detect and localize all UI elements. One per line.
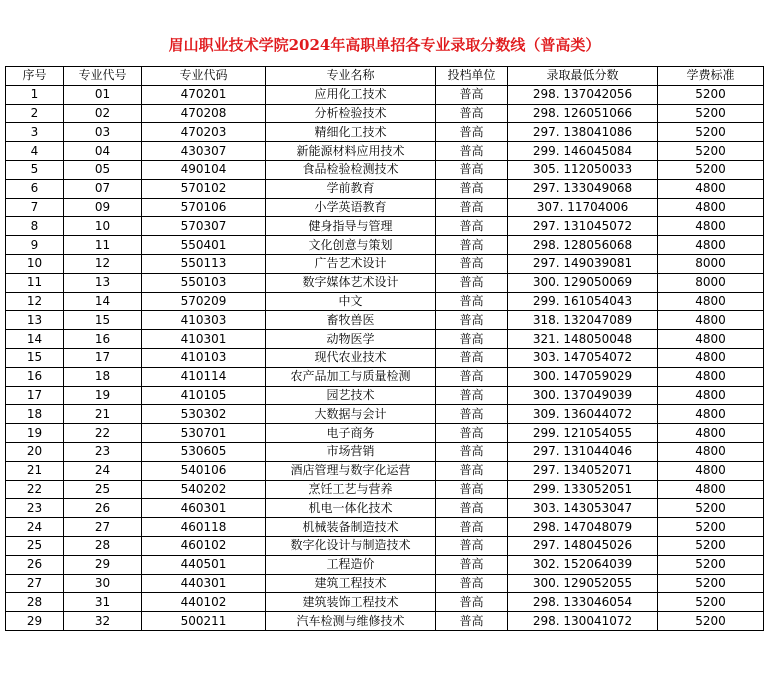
min-score-cell: 299. 121054055 <box>508 424 658 443</box>
major-number-cell: 11 <box>64 236 142 255</box>
major-code-cell: 410105 <box>142 386 266 405</box>
tuition-cell: 5200 <box>658 574 764 593</box>
major-number-cell: 09 <box>64 198 142 217</box>
index-cell: 18 <box>6 405 64 424</box>
major-code-cell: 530701 <box>142 424 266 443</box>
major-name-cell: 文化创意与策划 <box>266 236 436 255</box>
major-name-cell: 数字媒体艺术设计 <box>266 273 436 292</box>
admission-unit-cell: 普高 <box>436 254 508 273</box>
major-code-cell: 430307 <box>142 142 266 161</box>
admission-unit-cell: 普高 <box>436 442 508 461</box>
admission-unit-cell: 普高 <box>436 480 508 499</box>
major-code-cell: 570307 <box>142 217 266 236</box>
major-number-cell: 29 <box>64 555 142 574</box>
major-code-cell: 470201 <box>142 85 266 104</box>
major-code-cell: 410103 <box>142 348 266 367</box>
tuition-cell: 5200 <box>658 160 764 179</box>
major-number-cell: 12 <box>64 254 142 273</box>
tuition-cell: 4800 <box>658 217 764 236</box>
major-name-cell: 工程造价 <box>266 555 436 574</box>
admission-unit-cell: 普高 <box>436 198 508 217</box>
major-name-cell: 建筑工程技术 <box>266 574 436 593</box>
table-row <box>6 405 764 424</box>
major-number-cell: 27 <box>64 518 142 537</box>
min-score-cell: 307. 11704006 <box>508 198 658 217</box>
index-cell: 7 <box>6 198 64 217</box>
tuition-cell: 4800 <box>658 386 764 405</box>
admission-unit-cell: 普高 <box>436 330 508 349</box>
major-code-cell: 470203 <box>142 123 266 142</box>
admission-unit-cell: 普高 <box>436 555 508 574</box>
table-row <box>6 593 764 612</box>
major-number-cell: 18 <box>64 367 142 386</box>
index-cell: 19 <box>6 424 64 443</box>
major-code-cell: 530605 <box>142 442 266 461</box>
header-major-number: 专业代号 <box>64 67 142 86</box>
admission-unit-cell: 普高 <box>436 461 508 480</box>
index-cell: 25 <box>6 536 64 555</box>
major-name-cell: 农产品加工与质量检测 <box>266 367 436 386</box>
min-score-cell: 297. 138041086 <box>508 123 658 142</box>
min-score-cell: 297. 131044046 <box>508 442 658 461</box>
min-score-cell: 299. 146045084 <box>508 142 658 161</box>
table-row <box>6 292 764 311</box>
tuition-cell: 4800 <box>658 405 764 424</box>
major-name-cell: 大数据与会计 <box>266 405 436 424</box>
major-name-cell: 学前教育 <box>266 179 436 198</box>
index-cell: 22 <box>6 480 64 499</box>
table-row <box>6 123 764 142</box>
major-name-cell: 市场营销 <box>266 442 436 461</box>
major-number-cell: 15 <box>64 311 142 330</box>
table-row <box>6 198 764 217</box>
major-number-cell: 24 <box>64 461 142 480</box>
admission-unit-cell: 普高 <box>436 292 508 311</box>
major-number-cell: 25 <box>64 480 142 499</box>
major-name-cell: 分析检验技术 <box>266 104 436 123</box>
table-row <box>6 461 764 480</box>
admission-score-table <box>5 66 764 631</box>
index-cell: 1 <box>6 85 64 104</box>
table-row <box>6 330 764 349</box>
table-row <box>6 254 764 273</box>
index-cell: 10 <box>6 254 64 273</box>
table-row <box>6 424 764 443</box>
major-name-cell: 新能源材料应用技术 <box>266 142 436 161</box>
index-cell: 26 <box>6 555 64 574</box>
min-score-cell: 298. 130041072 <box>508 612 658 631</box>
header-major-name: 专业名称 <box>266 67 436 86</box>
min-score-cell: 298. 133046054 <box>508 593 658 612</box>
major-name-cell: 汽车检测与维修技术 <box>266 612 436 631</box>
tuition-cell: 5200 <box>658 85 764 104</box>
header-tuition: 学费标准 <box>658 67 764 86</box>
table-row <box>6 518 764 537</box>
index-cell: 12 <box>6 292 64 311</box>
index-cell: 3 <box>6 123 64 142</box>
major-name-cell: 机电一体化技术 <box>266 499 436 518</box>
major-code-cell: 570102 <box>142 179 266 198</box>
tuition-cell: 4800 <box>658 461 764 480</box>
tuition-cell: 5200 <box>658 142 764 161</box>
major-name-cell: 机械装备制造技术 <box>266 518 436 537</box>
major-code-cell: 460102 <box>142 536 266 555</box>
admission-unit-cell: 普高 <box>436 179 508 198</box>
min-score-cell: 297. 133049068 <box>508 179 658 198</box>
major-name-cell: 建筑装饰工程技术 <box>266 593 436 612</box>
major-name-cell: 健身指导与管理 <box>266 217 436 236</box>
major-name-cell: 现代农业技术 <box>266 348 436 367</box>
tuition-cell: 4800 <box>658 311 764 330</box>
table-row <box>6 367 764 386</box>
admission-unit-cell: 普高 <box>436 574 508 593</box>
table-row <box>6 160 764 179</box>
major-number-cell: 13 <box>64 273 142 292</box>
major-number-cell: 10 <box>64 217 142 236</box>
min-score-cell: 305. 112050033 <box>508 160 658 179</box>
table-row <box>6 555 764 574</box>
admission-unit-cell: 普高 <box>436 367 508 386</box>
tuition-cell: 4800 <box>658 367 764 386</box>
table-header-row <box>6 67 764 86</box>
major-code-cell: 570106 <box>142 198 266 217</box>
major-name-cell: 动物医学 <box>266 330 436 349</box>
min-score-cell: 300. 129052055 <box>508 574 658 593</box>
header-admission-unit: 投档单位 <box>436 67 508 86</box>
min-score-cell: 299. 133052051 <box>508 480 658 499</box>
table-row <box>6 179 764 198</box>
major-code-cell: 550113 <box>142 254 266 273</box>
major-name-cell: 数字化设计与制造技术 <box>266 536 436 555</box>
major-code-cell: 470208 <box>142 104 266 123</box>
min-score-cell: 309. 136044072 <box>508 405 658 424</box>
min-score-cell: 298. 126051066 <box>508 104 658 123</box>
tuition-cell: 5200 <box>658 499 764 518</box>
table-row <box>6 85 764 104</box>
table-row <box>6 574 764 593</box>
min-score-cell: 300. 137049039 <box>508 386 658 405</box>
major-name-cell: 电子商务 <box>266 424 436 443</box>
table-row <box>6 311 764 330</box>
index-cell: 23 <box>6 499 64 518</box>
major-code-cell: 550401 <box>142 236 266 255</box>
index-cell: 17 <box>6 386 64 405</box>
major-number-cell: 14 <box>64 292 142 311</box>
major-name-cell: 烹饪工艺与营养 <box>266 480 436 499</box>
table-row <box>6 442 764 461</box>
index-cell: 16 <box>6 367 64 386</box>
page-title: 眉山职业技术学院2024年高职单招各专业录取分数线（普高类） <box>168 36 601 54</box>
tuition-cell: 4800 <box>658 330 764 349</box>
index-cell: 29 <box>6 612 64 631</box>
major-code-cell: 440102 <box>142 593 266 612</box>
major-code-cell: 410303 <box>142 311 266 330</box>
admission-unit-cell: 普高 <box>436 123 508 142</box>
major-number-cell: 32 <box>64 612 142 631</box>
admission-unit-cell: 普高 <box>436 160 508 179</box>
major-code-cell: 460301 <box>142 499 266 518</box>
admission-unit-cell: 普高 <box>436 424 508 443</box>
table-row <box>6 536 764 555</box>
major-code-cell: 440501 <box>142 555 266 574</box>
index-cell: 21 <box>6 461 64 480</box>
table-row <box>6 480 764 499</box>
admission-unit-cell: 普高 <box>436 104 508 123</box>
min-score-cell: 297. 148045026 <box>508 536 658 555</box>
min-score-cell: 299. 161054043 <box>508 292 658 311</box>
tuition-cell: 4800 <box>658 348 764 367</box>
header-min-score: 录取最低分数 <box>508 67 658 86</box>
min-score-cell: 298. 137042056 <box>508 85 658 104</box>
major-number-cell: 01 <box>64 85 142 104</box>
admission-unit-cell: 普高 <box>436 142 508 161</box>
tuition-cell: 8000 <box>658 273 764 292</box>
min-score-cell: 303. 147054072 <box>508 348 658 367</box>
min-score-cell: 297. 149039081 <box>508 254 658 273</box>
index-cell: 11 <box>6 273 64 292</box>
table-row <box>6 499 764 518</box>
admission-unit-cell: 普高 <box>436 405 508 424</box>
major-code-cell: 540106 <box>142 461 266 480</box>
index-cell: 13 <box>6 311 64 330</box>
major-code-cell: 550103 <box>142 273 266 292</box>
major-name-cell: 畜牧兽医 <box>266 311 436 330</box>
tuition-cell: 5200 <box>658 612 764 631</box>
major-number-cell: 31 <box>64 593 142 612</box>
tuition-cell: 5200 <box>658 536 764 555</box>
tuition-cell: 4800 <box>658 236 764 255</box>
admission-unit-cell: 普高 <box>436 612 508 631</box>
index-cell: 8 <box>6 217 64 236</box>
table-row <box>6 142 764 161</box>
major-number-cell: 28 <box>64 536 142 555</box>
min-score-cell: 321. 148050048 <box>508 330 658 349</box>
admission-unit-cell: 普高 <box>436 536 508 555</box>
min-score-cell: 302. 152064039 <box>508 555 658 574</box>
tuition-cell: 5200 <box>658 593 764 612</box>
admission-unit-cell: 普高 <box>436 593 508 612</box>
major-name-cell: 园艺技术 <box>266 386 436 405</box>
table-body <box>6 85 764 630</box>
index-cell: 24 <box>6 518 64 537</box>
major-code-cell: 500211 <box>142 612 266 631</box>
admission-unit-cell: 普高 <box>436 499 508 518</box>
index-cell: 28 <box>6 593 64 612</box>
admission-unit-cell: 普高 <box>436 348 508 367</box>
major-number-cell: 07 <box>64 179 142 198</box>
major-name-cell: 应用化工技术 <box>266 85 436 104</box>
tuition-cell: 8000 <box>658 254 764 273</box>
major-number-cell: 17 <box>64 348 142 367</box>
major-number-cell: 04 <box>64 142 142 161</box>
admission-unit-cell: 普高 <box>436 273 508 292</box>
admission-unit-cell: 普高 <box>436 85 508 104</box>
index-cell: 15 <box>6 348 64 367</box>
admission-unit-cell: 普高 <box>436 217 508 236</box>
major-name-cell: 中文 <box>266 292 436 311</box>
tuition-cell: 4800 <box>658 292 764 311</box>
index-cell: 6 <box>6 179 64 198</box>
major-number-cell: 21 <box>64 405 142 424</box>
major-number-cell: 19 <box>64 386 142 405</box>
index-cell: 27 <box>6 574 64 593</box>
major-code-cell: 530302 <box>142 405 266 424</box>
index-cell: 4 <box>6 142 64 161</box>
major-name-cell: 精细化工技术 <box>266 123 436 142</box>
min-score-cell: 318. 132047089 <box>508 311 658 330</box>
index-cell: 9 <box>6 236 64 255</box>
major-number-cell: 02 <box>64 104 142 123</box>
major-number-cell: 16 <box>64 330 142 349</box>
min-score-cell: 298. 128056068 <box>508 236 658 255</box>
min-score-cell: 297. 131045072 <box>508 217 658 236</box>
major-name-cell: 广告艺术设计 <box>266 254 436 273</box>
major-name-cell: 食品检验检测技术 <box>266 160 436 179</box>
table-row <box>6 348 764 367</box>
major-code-cell: 440301 <box>142 574 266 593</box>
major-code-cell: 410301 <box>142 330 266 349</box>
index-cell: 5 <box>6 160 64 179</box>
major-code-cell: 540202 <box>142 480 266 499</box>
table-row <box>6 386 764 405</box>
min-score-cell: 303. 143053047 <box>508 499 658 518</box>
major-number-cell: 23 <box>64 442 142 461</box>
tuition-cell: 4800 <box>658 442 764 461</box>
admission-unit-cell: 普高 <box>436 311 508 330</box>
index-cell: 20 <box>6 442 64 461</box>
tuition-cell: 4800 <box>658 424 764 443</box>
tuition-cell: 5200 <box>658 518 764 537</box>
admission-unit-cell: 普高 <box>436 386 508 405</box>
major-number-cell: 30 <box>64 574 142 593</box>
min-score-cell: 297. 134052071 <box>508 461 658 480</box>
tuition-cell: 5200 <box>658 123 764 142</box>
major-number-cell: 05 <box>64 160 142 179</box>
min-score-cell: 298. 147048079 <box>508 518 658 537</box>
tuition-cell: 4800 <box>658 480 764 499</box>
index-cell: 14 <box>6 330 64 349</box>
major-code-cell: 410114 <box>142 367 266 386</box>
header-major-code: 专业代码 <box>142 67 266 86</box>
table-row <box>6 217 764 236</box>
major-code-cell: 570209 <box>142 292 266 311</box>
table-row <box>6 273 764 292</box>
header-index: 序号 <box>6 67 64 86</box>
table-row <box>6 612 764 631</box>
major-number-cell: 26 <box>64 499 142 518</box>
major-number-cell: 22 <box>64 424 142 443</box>
tuition-cell: 4800 <box>658 179 764 198</box>
table-row <box>6 104 764 123</box>
tuition-cell: 5200 <box>658 555 764 574</box>
min-score-cell: 300. 129050069 <box>508 273 658 292</box>
index-cell: 2 <box>6 104 64 123</box>
tuition-cell: 4800 <box>658 198 764 217</box>
tuition-cell: 5200 <box>658 104 764 123</box>
admission-unit-cell: 普高 <box>436 518 508 537</box>
major-code-cell: 460118 <box>142 518 266 537</box>
major-number-cell: 03 <box>64 123 142 142</box>
min-score-cell: 300. 147059029 <box>508 367 658 386</box>
major-code-cell: 490104 <box>142 160 266 179</box>
major-name-cell: 酒店管理与数字化运营 <box>266 461 436 480</box>
table-row <box>6 236 764 255</box>
major-name-cell: 小学英语教育 <box>266 198 436 217</box>
admission-unit-cell: 普高 <box>436 236 508 255</box>
